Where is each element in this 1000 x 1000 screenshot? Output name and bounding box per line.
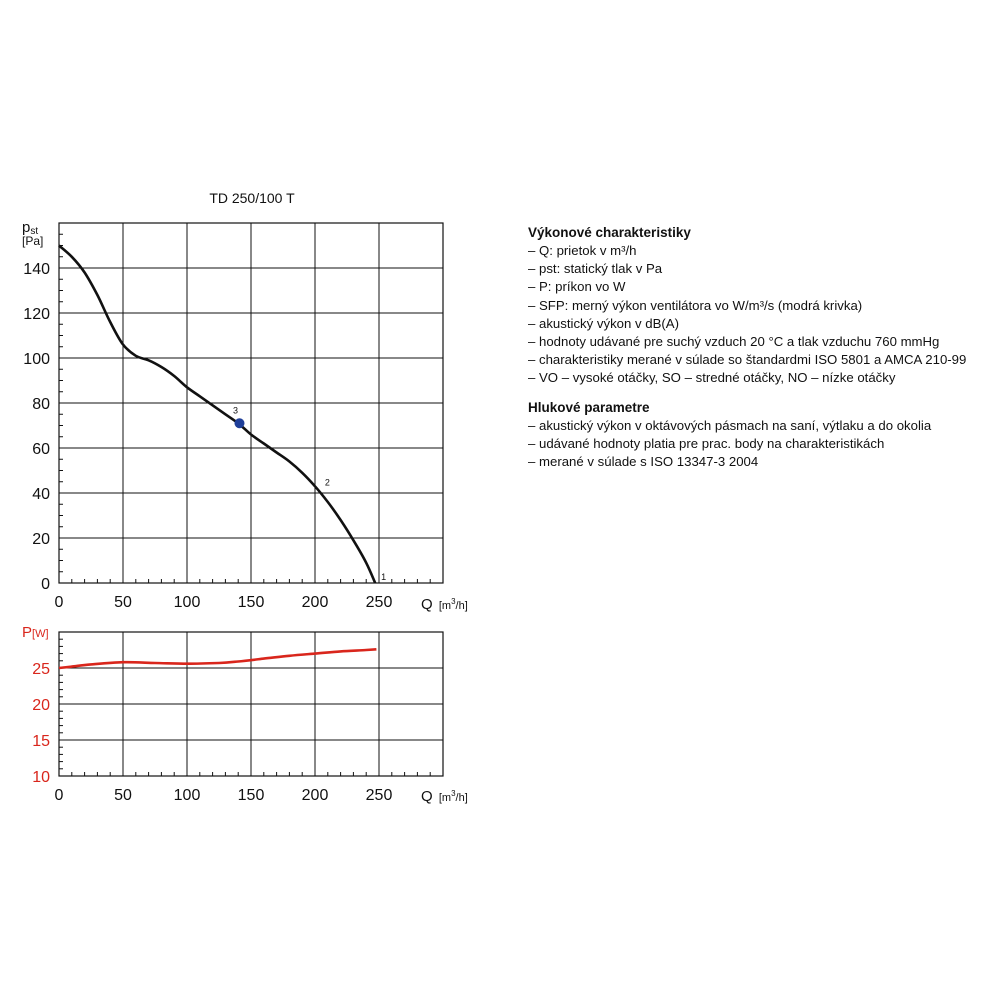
y-tick-label: 100 [23, 351, 50, 368]
x-tick-label: 150 [237, 594, 265, 611]
noise-item: – akustický výkon v oktávových pásmach na saní, výtlaku a do okolia [528, 417, 988, 435]
y-tick-label: 15 [32, 733, 50, 750]
x-tick-label: 200 [301, 787, 329, 804]
pressure-axis-label: pst [22, 219, 39, 237]
x-tick-label: 50 [114, 594, 132, 611]
flow-axis-label-bottom: Q [$m^3_{/h]}$ [421, 788, 468, 805]
y-tick-label: 0 [41, 576, 50, 593]
performance-list [528, 242, 988, 388]
y-tick-label: 20 [32, 531, 50, 548]
operating-point-label: 3 [232, 405, 238, 416]
y-tick-label: 25 [32, 661, 50, 678]
x-tick-label: 250 [365, 594, 393, 611]
pressure-grid [59, 223, 443, 583]
performance-item: – charakteristiky merané v súlade so štandardmi ISO 5801 a AMCA 210-99 [528, 351, 988, 369]
power-axis-label: P[W] [22, 624, 49, 641]
performance-item: – hodnoty udávané pre suchý vzduch 20 °C a tlak vzduchu 760 mmHg [528, 333, 988, 351]
x-tick-label: 50 [114, 787, 132, 804]
y-tick-label: 60 [32, 441, 50, 458]
y-tick-label: 80 [32, 396, 50, 413]
pressure-ticks [23, 223, 443, 611]
performance-item: – P: príkon vo W [528, 278, 988, 296]
operating-point-label: 2 [324, 477, 330, 488]
pressure-curve [59, 246, 375, 584]
y-tick-label: 40 [32, 486, 50, 503]
x-tick-label: 150 [237, 787, 265, 804]
power-curve [59, 649, 376, 668]
y-tick-label: 10 [32, 769, 50, 786]
noise-item: – udávané hodnoty platia pre prac. body na charakteristikách [528, 435, 988, 453]
power-ticks [32, 632, 443, 804]
x-tick-label: 0 [54, 594, 64, 611]
performance-item: – akustický výkon v dB(A) [528, 315, 988, 333]
noise-heading: Hlukové parametre [528, 399, 650, 415]
performance-item: – Q: prietok v m³/h [528, 242, 988, 260]
y-tick-label: 20 [32, 697, 50, 714]
performance-item: – VO – vysoké otáčky, SO – stredné otáčky, NO – nízke otáčky [528, 369, 988, 387]
pressure-chart [22, 190, 468, 613]
x-tick-label: 200 [301, 594, 329, 611]
operating-point-label: 1 [381, 572, 387, 582]
noise-item: – merané v súlade s ISO 13347-3 2004 [528, 453, 988, 471]
operating-point-marker [234, 418, 244, 428]
performance-item: – pst: statický tlak v Pa [528, 260, 988, 278]
y-tick-label: 120 [23, 306, 50, 323]
x-tick-label: 250 [365, 787, 393, 804]
y-tick-label: 140 [23, 261, 50, 278]
power-chart [22, 624, 468, 805]
noise-list [528, 417, 988, 472]
performance-heading: Výkonové charakteristiky [528, 225, 691, 240]
power-grid [59, 632, 443, 776]
performance-item: – SFP: merný výkon ventilátora vo W/m³/s (modrá krivka) [528, 297, 988, 315]
chart-title: TD 250/100 T [209, 190, 295, 206]
x-tick-label: 100 [173, 594, 201, 611]
flow-axis-label: Q [$m^3_{/h]}$ [421, 596, 468, 613]
x-tick-label: 100 [173, 787, 201, 804]
x-tick-label: 0 [54, 787, 64, 804]
pressure-axis-unit: [Pa] [22, 234, 44, 248]
info-panel [528, 223, 988, 481]
